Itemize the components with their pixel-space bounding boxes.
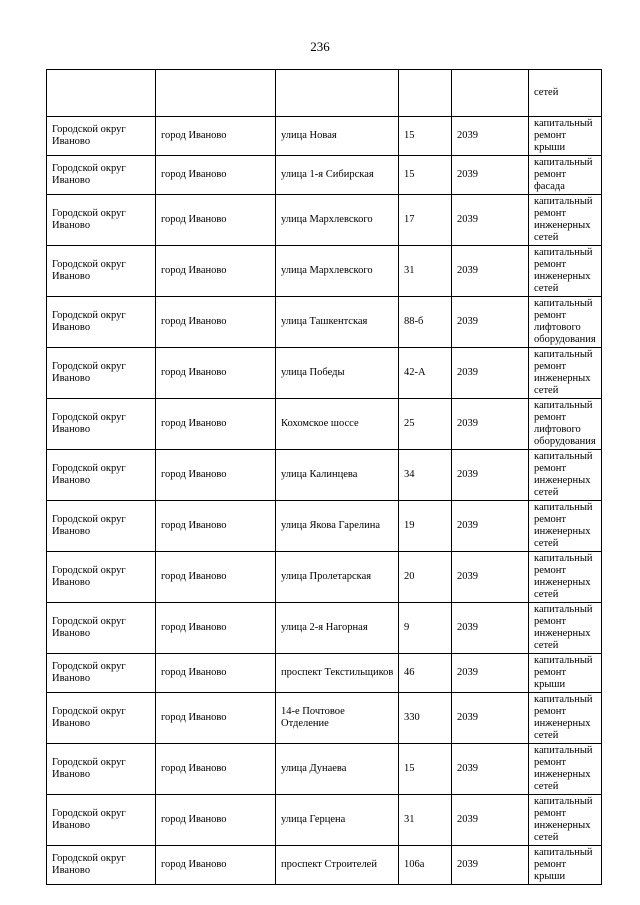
cell-work-type: капитальный ремонт инженерных сетей	[529, 348, 602, 399]
table-row	[47, 744, 602, 795]
cell-okrug: Городской округ Иваново	[47, 399, 156, 450]
cell-work-type: сетей	[529, 70, 602, 117]
cell-okrug: Городской округ Иваново	[47, 450, 156, 501]
table-row	[47, 195, 602, 246]
cell-house: 46	[399, 654, 452, 693]
cell-house: 25	[399, 399, 452, 450]
cell-street: улица Мархлевского	[276, 195, 399, 246]
cell-work-type: капитальный ремонт инженерных сетей	[529, 795, 602, 846]
cell-house: 31	[399, 246, 452, 297]
cell-year: 2039	[452, 552, 529, 603]
cell-settlement: город Иваново	[156, 297, 276, 348]
cell-okrug: Городской округ Иваново	[47, 693, 156, 744]
cell-year	[452, 70, 529, 117]
cell-work-type: капитальный ремонт инженерных сетей	[529, 450, 602, 501]
cell-work-type: капитальный ремонт инженерных сетей	[529, 552, 602, 603]
cell-street	[276, 70, 399, 117]
cell-settlement: город Иваново	[156, 603, 276, 654]
cell-year: 2039	[452, 654, 529, 693]
cell-okrug: Городской округ Иваново	[47, 117, 156, 156]
cell-settlement: город Иваново	[156, 693, 276, 744]
cell-okrug: Городской округ Иваново	[47, 603, 156, 654]
page-number: 236	[310, 39, 330, 54]
cell-house: 20	[399, 552, 452, 603]
cell-street: улица Новая	[276, 117, 399, 156]
cell-settlement: город Иваново	[156, 156, 276, 195]
cell-year: 2039	[452, 693, 529, 744]
table-row	[47, 156, 602, 195]
cell-street: улица Герцена	[276, 795, 399, 846]
cell-okrug	[47, 70, 156, 117]
cell-work-type: капитальный ремонт инженерных сетей	[529, 603, 602, 654]
table-row	[47, 603, 602, 654]
cell-work-type: капитальный ремонт инженерных сетей	[529, 195, 602, 246]
cell-street: проспект Текстильщиков	[276, 654, 399, 693]
cell-settlement	[156, 70, 276, 117]
cell-settlement: город Иваново	[156, 195, 276, 246]
table-row	[47, 795, 602, 846]
cell-year: 2039	[452, 348, 529, 399]
cell-settlement: город Иваново	[156, 501, 276, 552]
cell-work-type: капитальный ремонт фасада	[529, 156, 602, 195]
table-row-continuation	[47, 70, 602, 117]
cell-work-type: капитальный ремонт инженерных сетей	[529, 744, 602, 795]
cell-year: 2039	[452, 117, 529, 156]
table-row	[47, 501, 602, 552]
cell-year: 2039	[452, 603, 529, 654]
cell-settlement: город Иваново	[156, 744, 276, 795]
table-row	[47, 450, 602, 501]
cell-house: 106а	[399, 846, 452, 885]
cell-work-type: капитальный ремонт инженерных сетей	[529, 246, 602, 297]
cell-work-type: капитальный ремонт крыши	[529, 846, 602, 885]
cell-settlement: город Иваново	[156, 450, 276, 501]
cell-street: 14-е Почтовое Отделение	[276, 693, 399, 744]
table-row	[47, 654, 602, 693]
cell-year: 2039	[452, 297, 529, 348]
cell-house: 88-б	[399, 297, 452, 348]
cell-street: улица 1-я Сибирская	[276, 156, 399, 195]
cell-okrug: Городской округ Иваново	[47, 297, 156, 348]
cell-house: 15	[399, 117, 452, 156]
cell-house	[399, 70, 452, 117]
cell-house: 42-А	[399, 348, 452, 399]
table-row	[47, 693, 602, 744]
cell-year: 2039	[452, 156, 529, 195]
table-row	[47, 117, 602, 156]
cell-okrug: Городской округ Иваново	[47, 195, 156, 246]
cell-settlement: город Иваново	[156, 117, 276, 156]
cell-settlement: город Иваново	[156, 654, 276, 693]
cell-year: 2039	[452, 501, 529, 552]
cell-work-type: капитальный ремонт крыши	[529, 117, 602, 156]
cell-work-type: капитальный ремонт крыши	[529, 654, 602, 693]
cell-okrug: Городской округ Иваново	[47, 501, 156, 552]
table-row	[47, 399, 602, 450]
cell-work-type: капитальный ремонт лифтового оборудования	[529, 297, 602, 348]
cell-house: 34	[399, 450, 452, 501]
cell-okrug: Городской округ Иваново	[47, 744, 156, 795]
cell-house: 9	[399, 603, 452, 654]
table-row	[47, 846, 602, 885]
table-row	[47, 552, 602, 603]
cell-house: 17	[399, 195, 452, 246]
cell-street: улица Пролетарская	[276, 552, 399, 603]
cell-street: улица Дунаева	[276, 744, 399, 795]
cell-okrug: Городской округ Иваново	[47, 795, 156, 846]
repair-schedule-table	[46, 69, 602, 885]
cell-house: 330	[399, 693, 452, 744]
table-row	[47, 297, 602, 348]
cell-settlement: город Иваново	[156, 795, 276, 846]
cell-street: улица Ташкентская	[276, 297, 399, 348]
cell-okrug: Городской округ Иваново	[47, 846, 156, 885]
cell-work-type: капитальный ремонт инженерных сетей	[529, 693, 602, 744]
cell-settlement: город Иваново	[156, 846, 276, 885]
cell-house: 15	[399, 156, 452, 195]
cell-year: 2039	[452, 744, 529, 795]
cell-year: 2039	[452, 450, 529, 501]
cell-year: 2039	[452, 399, 529, 450]
cell-settlement: город Иваново	[156, 348, 276, 399]
cell-settlement: город Иваново	[156, 552, 276, 603]
cell-street: Кохомское шоссе	[276, 399, 399, 450]
table-row	[47, 246, 602, 297]
cell-okrug: Городской округ Иваново	[47, 246, 156, 297]
cell-okrug: Городской округ Иваново	[47, 552, 156, 603]
cell-settlement: город Иваново	[156, 399, 276, 450]
cell-street: улица Победы	[276, 348, 399, 399]
table-row	[47, 348, 602, 399]
cell-year: 2039	[452, 195, 529, 246]
cell-house: 31	[399, 795, 452, 846]
cell-street: проспект Строителей	[276, 846, 399, 885]
cell-okrug: Городской округ Иваново	[47, 348, 156, 399]
cell-year: 2039	[452, 846, 529, 885]
cell-settlement: город Иваново	[156, 246, 276, 297]
cell-street: улица 2-я Нагорная	[276, 603, 399, 654]
cell-street: улица Мархлевского	[276, 246, 399, 297]
cell-house: 15	[399, 744, 452, 795]
cell-work-type: капитальный ремонт инженерных сетей	[529, 501, 602, 552]
cell-street: улица Якова Гарелина	[276, 501, 399, 552]
cell-okrug: Городской округ Иваново	[47, 654, 156, 693]
cell-house: 19	[399, 501, 452, 552]
cell-year: 2039	[452, 795, 529, 846]
cell-year: 2039	[452, 246, 529, 297]
cell-okrug: Городской округ Иваново	[47, 156, 156, 195]
cell-work-type: капитальный ремонт лифтового оборудования	[529, 399, 602, 450]
cell-street: улица Калинцева	[276, 450, 399, 501]
